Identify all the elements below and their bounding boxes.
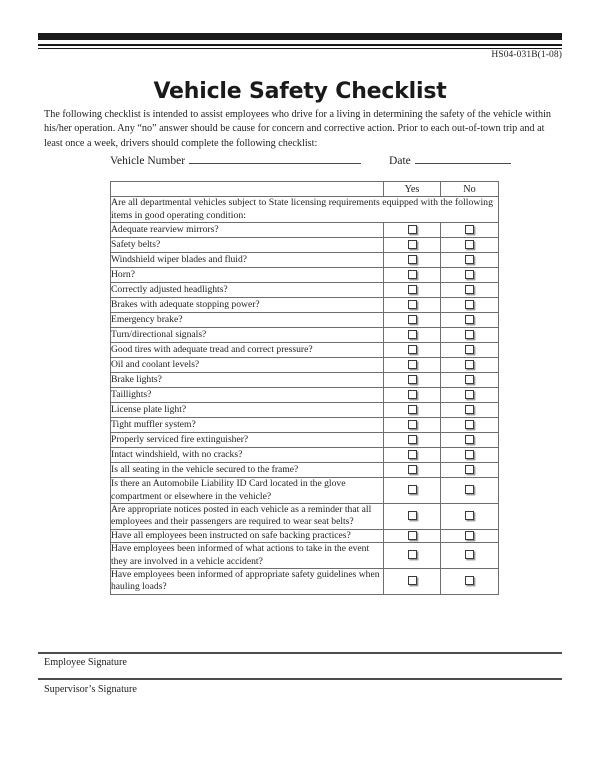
checkbox-cell-yes[interactable] [384,403,441,418]
checkbox-empty-icon[interactable] [465,450,474,459]
checkbox-empty-icon[interactable] [408,576,417,585]
checklist-item-label: Intact windshield, with no cracks? [111,448,384,463]
checkbox-empty-icon[interactable] [408,511,417,520]
checkbox-cell-yes[interactable] [384,569,441,595]
checkbox-empty-icon[interactable] [408,550,417,559]
table-row [111,478,499,504]
checkbox-empty-icon[interactable] [408,315,417,324]
checkbox-cell-no[interactable] [441,313,499,328]
checkbox-cell-no[interactable] [441,283,499,298]
checkbox-empty-icon[interactable] [408,270,417,279]
checkbox-empty-icon[interactable] [465,375,474,384]
checklist-prompt: Are all departmental vehicles subject to State licensing requirements equipped with the following items in good operating condition: [111,197,499,223]
checkbox-cell-yes[interactable] [384,448,441,463]
checkbox-cell-no[interactable] [441,238,499,253]
checklist-item-label: Is there an Automobile Liability ID Card located in the glove compartment or elsewhere in the vehicle? [111,478,384,504]
table-row [111,373,499,388]
checkbox-cell-yes[interactable] [384,313,441,328]
table-row [111,298,499,313]
checklist-item-label: Horn? [111,268,384,283]
checkbox-empty-icon[interactable] [465,435,474,444]
checkbox-empty-icon[interactable] [465,345,474,354]
table-row [111,543,499,569]
table-header-row [111,182,499,197]
table-row [111,268,499,283]
table-row [111,328,499,343]
vehicle-number-label: Vehicle Number [110,155,186,167]
date-label: Date [389,155,411,167]
checkbox-cell-yes[interactable] [384,529,441,542]
checkbox-cell-no[interactable] [441,463,499,478]
checklist-item-label: Correctly adjusted headlights? [111,283,384,298]
checklist-item-label: Emergency brake? [111,313,384,328]
checklist-item-label: Tight muffler system? [111,418,384,433]
checkbox-cell-no[interactable] [441,433,499,448]
vehicle-date-field-row [110,152,510,167]
checkbox-empty-icon[interactable] [465,420,474,429]
checkbox-cell-no[interactable] [441,298,499,313]
checklist-item-label: Brakes with adequate stopping power? [111,298,384,313]
vehicle-safety-checklist-table [110,181,499,595]
checkbox-empty-icon[interactable] [465,330,474,339]
checkbox-cell-no[interactable] [441,418,499,433]
employee-signature-line[interactable] [38,652,562,654]
table-row [111,433,499,448]
checkbox-empty-icon[interactable] [408,465,417,474]
checkbox-cell-yes[interactable] [384,343,441,358]
checklist-item-label: License plate light? [111,403,384,418]
page-title: Vehicle Safety Checklist [153,78,447,104]
header-rule-thin-upper [38,44,562,46]
checkbox-empty-icon[interactable] [408,225,417,234]
checkbox-cell-yes[interactable] [384,478,441,504]
checkbox-empty-icon[interactable] [465,360,474,369]
checklist-item-label: Properly serviced fire extinguisher? [111,433,384,448]
checkbox-cell-no[interactable] [441,448,499,463]
checkbox-empty-icon[interactable] [408,485,417,494]
table-row [111,388,499,403]
table-row [111,358,499,373]
checkbox-empty-icon[interactable] [465,576,474,585]
checkbox-cell-yes[interactable] [384,298,441,313]
checkbox-empty-icon[interactable] [465,300,474,309]
checkbox-cell-yes[interactable] [384,373,441,388]
checkbox-empty-icon[interactable] [465,240,474,249]
checkbox-cell-no[interactable] [441,529,499,542]
checkbox-empty-icon[interactable] [465,225,474,234]
checkbox-empty-icon[interactable] [408,330,417,339]
table-row [111,343,499,358]
checkbox-empty-icon[interactable] [465,511,474,520]
checkbox-empty-icon[interactable] [408,531,417,540]
checklist-item-label: Have all employees been instructed on safe backing practices? [111,529,384,542]
checkbox-empty-icon[interactable] [465,531,474,540]
checkbox-cell-no[interactable] [441,478,499,504]
table-row [111,238,499,253]
supervisor-signature-label: Supervisor’s Signature [44,684,137,695]
checkbox-empty-icon[interactable] [408,450,417,459]
checkbox-cell-yes[interactable] [384,418,441,433]
checkbox-cell-no[interactable] [441,504,499,530]
checkbox-empty-icon[interactable] [408,375,417,384]
checkbox-empty-icon[interactable] [408,390,417,399]
table-header [111,182,499,197]
checkbox-empty-icon[interactable] [465,550,474,559]
checkbox-cell-no[interactable] [441,543,499,569]
checkbox-cell-yes[interactable] [384,433,441,448]
checklist-item-label: Have employees been informed of appropriate safety guidelines when hauling loads? [111,569,384,595]
column-header-no: No [441,182,499,197]
checkbox-empty-icon[interactable] [408,285,417,294]
checkbox-cell-no[interactable] [441,328,499,343]
checkbox-empty-icon[interactable] [465,465,474,474]
checklist-item-label: Safety belts? [111,238,384,253]
checkbox-empty-icon[interactable] [465,405,474,414]
checkbox-empty-icon[interactable] [465,270,474,279]
checklist-item-label: Good tires with adequate tread and correct pressure? [111,343,384,358]
checklist-item-label: Are appropriate notices posted in each vehicle as a reminder that all employees and their passengers are required to wear seat belts? [111,504,384,530]
checkbox-empty-icon[interactable] [465,255,474,264]
header-rule-thin-lower [38,48,562,49]
checkbox-cell-no[interactable] [441,373,499,388]
checklist-item-label: Is all seating in the vehicle secured to the frame? [111,463,384,478]
table-prompt-row [111,197,499,223]
checkbox-cell-no[interactable] [441,343,499,358]
checkbox-cell-no[interactable] [441,388,499,403]
form-code: HS04-031B(1-08) [491,50,562,60]
table-row [111,504,499,530]
table-row [111,569,499,595]
table-row [111,223,499,238]
employee-signature-label: Employee Signature [44,657,127,668]
table-row [111,403,499,418]
checkbox-cell-yes[interactable] [384,283,441,298]
checkbox-cell-no[interactable] [441,268,499,283]
checklist-item-label: Windshield wiper blades and fluid? [111,253,384,268]
checkbox-cell-yes[interactable] [384,223,441,238]
checkbox-cell-no[interactable] [441,223,499,238]
checklist-item-label: Oil and coolant levels? [111,358,384,373]
checkbox-cell-yes[interactable] [384,543,441,569]
column-header-yes: Yes [384,182,441,197]
checkbox-empty-icon[interactable] [465,285,474,294]
intro-paragraph: The following checklist is intended to assist employees who drive for a living in determining the safety of the vehicle within his/her operation. Any “no” answer should be cause for concern and corrective action. Prior to each out-of-town trip and at least once a week, drivers should complete the following checklist: [44,109,551,149]
checkbox-empty-icon[interactable] [408,435,417,444]
checkbox-empty-icon[interactable] [408,420,417,429]
table-row [111,418,499,433]
checkbox-cell-yes[interactable] [384,238,441,253]
checkbox-cell-yes[interactable] [384,358,441,373]
column-header-item [111,182,384,197]
checkbox-cell-no[interactable] [441,253,499,268]
table-row [111,463,499,478]
checkbox-empty-icon[interactable] [408,300,417,309]
checklist-item-label: Have employees been informed of what actions to take in the event they are involved in a vehicle accident? [111,543,384,569]
checkbox-cell-no[interactable] [441,403,499,418]
checkbox-cell-no[interactable] [441,569,499,595]
checkbox-cell-yes[interactable] [384,463,441,478]
checkbox-empty-icon[interactable] [465,315,474,324]
checkbox-empty-icon[interactable] [465,390,474,399]
supervisor-signature-line[interactable] [38,678,562,680]
table-row [111,529,499,542]
checklist-item-label: Turn/directional signals? [111,328,384,343]
checkbox-cell-yes[interactable] [384,388,441,403]
table-body [111,197,499,595]
checkbox-empty-icon[interactable] [408,255,417,264]
table-row [111,448,499,463]
checklist-item-label: Adequate rearview mirrors? [111,223,384,238]
checkbox-empty-icon[interactable] [408,345,417,354]
checkbox-cell-yes[interactable] [384,268,441,283]
checklist-item-label: Brake lights? [111,373,384,388]
checkbox-cell-no[interactable] [441,358,499,373]
checkbox-empty-icon[interactable] [465,485,474,494]
checkbox-empty-icon[interactable] [408,360,417,369]
checkbox-cell-yes[interactable] [384,328,441,343]
checklist-item-label: Taillights? [111,388,384,403]
table-row [111,283,499,298]
checkbox-empty-icon[interactable] [408,405,417,414]
checkbox-cell-yes[interactable] [384,504,441,530]
checkbox-cell-yes[interactable] [384,253,441,268]
vehicle-number-input[interactable] [189,152,361,164]
date-input[interactable] [415,152,511,164]
header-rule-thick [38,33,562,40]
table-row [111,313,499,328]
table-row [111,253,499,268]
checkbox-empty-icon[interactable] [408,240,417,249]
